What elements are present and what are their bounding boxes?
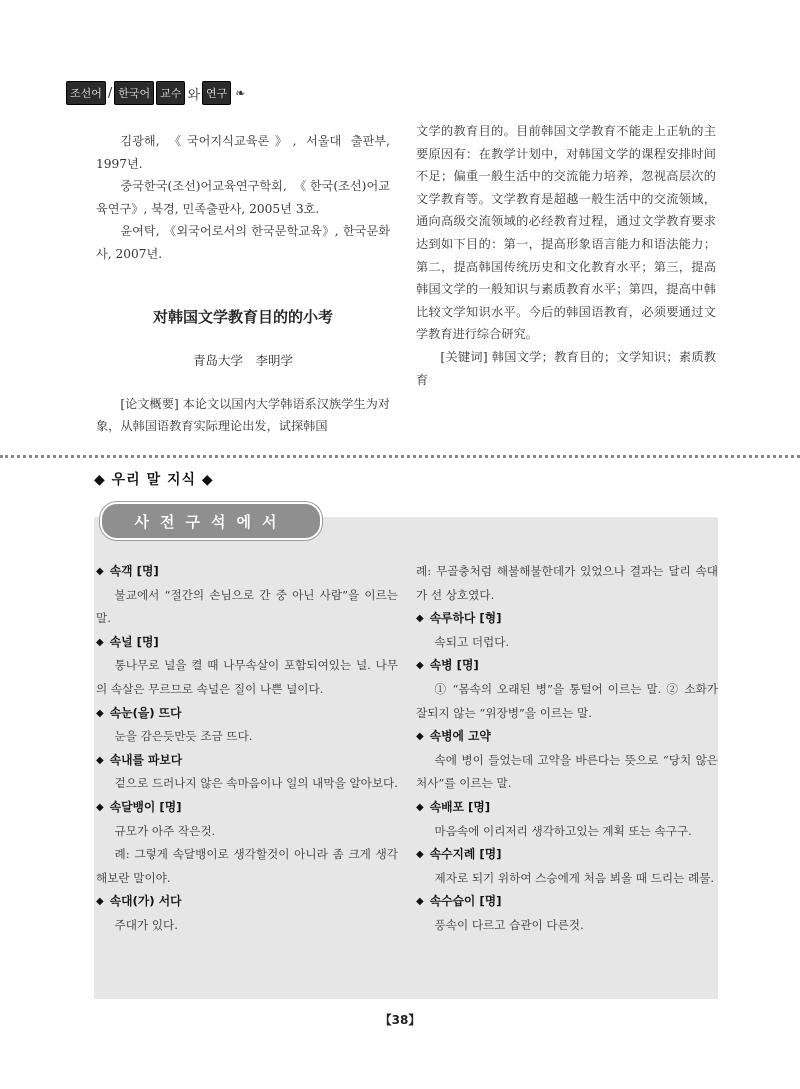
entry-headword — [96, 890, 398, 914]
reference-1: 김광해, 《국어지식교육론》, 서울대 출판부, 1997년. — [96, 134, 390, 171]
dictionary-entry — [96, 702, 398, 749]
right-column-top — [416, 120, 716, 391]
article-byline: 青岛大学 李明学 — [192, 353, 293, 369]
headword-text: 속수지례 [명] — [429, 847, 502, 862]
banner-chunk-1: 조선어 — [66, 81, 106, 105]
diamond-bullet-icon: ◆ — [416, 849, 424, 861]
reference-3: 윤여탁, 《외국어로서의 한국문학교육》, 한국문화사, 2007년. — [96, 224, 390, 261]
headword-text: 속루하다 [형] — [429, 611, 502, 626]
diamond-bullet-icon: ◆ — [416, 660, 424, 672]
entry-definition: 례: 무골충처럼 해불해불한데가 있었으나 결과는 달리 속대가 선 상호였다. — [416, 564, 718, 602]
journal-header-banner — [66, 80, 245, 106]
headword-text: 속수습이 [명] — [429, 894, 502, 909]
entry-definition: 마음속에 이리저리 생각하고있는 계획 또는 속구구. — [434, 823, 692, 838]
entry-definition: 통나무로 널을 켤 때 나무속살이 포함되여있는 널. 나무의 속살은 무르므로 속널은 질이 나쁜 널이다. — [96, 658, 398, 696]
diamond-bullet-icon: ◆ — [96, 636, 104, 648]
entry-definition: 주대가 있다. — [114, 917, 178, 932]
banner-separator-1: / — [107, 85, 113, 101]
page-number: 【38】 — [379, 1013, 421, 1027]
dictionary-title: 사전구석에서 — [100, 502, 322, 540]
diamond-bullet-icon: ◆ — [96, 896, 104, 908]
entry-headword — [416, 607, 718, 631]
entry-definition: 제자로 되기 위하여 스승에게 처음 뵈올 때 드리는 례물. — [434, 870, 715, 885]
diamond-bullet-icon: ◆ — [416, 896, 424, 908]
entry-headword — [96, 702, 398, 726]
dictionary-left-column — [96, 560, 398, 938]
diamond-bullet-icon: ◆ — [96, 754, 104, 766]
dictionary-right-column — [416, 560, 718, 938]
entry-definition: 례: 그렇게 속달뱅이로 생각할것이 아니라 좀 크게 생각해보란 말이야. — [96, 847, 398, 885]
entry-definition: 눈을 감은듯만듯 조금 뜨다. — [114, 729, 253, 744]
entry-definition: 불교에서 “절간의 손님으로 간 중 아닌 사람”을 이르는 말. — [96, 587, 398, 626]
diamond-bullet-icon: ◆ — [416, 613, 424, 625]
diamond-bullet-icon: ◆ — [96, 707, 104, 719]
dictionary-entry — [96, 796, 398, 890]
dictionary-entry — [416, 607, 718, 654]
headword-text: 속병에 고약 — [429, 729, 491, 744]
dictionary-entry — [416, 796, 718, 843]
entry-definition: 속에 병이 들었는데 고약을 바른다는 뜻으로 “당치 않은 처사”를 이르는 말. — [416, 752, 718, 791]
entry-definition: 겉으로 드러나지 않은 속마음이나 일의 내막을 알아보다. — [114, 776, 398, 791]
entry-definition: 규모가 아주 작은것. — [114, 823, 216, 838]
dictionary-entry — [416, 560, 718, 607]
entry-headword — [416, 843, 718, 867]
entry-definition: ① “몸속의 오래된 병”을 통털어 이르는 말. ② 소화가 잘되지 않는 “위장병”을 이르는 말. — [416, 681, 718, 720]
diamond-bullet-icon: ◆ — [416, 731, 424, 743]
abstract-continuation: 文学的教育目的。目前韩国文学教育不能走上正轨的主要原因有：在教学计划中，对韩国文学的课程安排时间不足；偏重一般生活中的交流能力培养，忽视高层次的文学教育等。文学教育是超越一般生活中的交流领域，通向高级交流领域的必经教育过程，通过文学教育要求达到如下目的：第一，提高形象语言能力和语法能力；第二，提高韩国传统历史和文化教育水平；第三，提高韩国文学的一般知识与素质教育水平；第四，提高中韩比较文学知识水平。今后的韩国语教育，必须要通过文学教育进行综合研究。 — [416, 124, 716, 342]
reference-2: 중국한국(조선)어교육연구학회, 《한국(조선)어교육연구》, 북경, 민족출판사, 2005년 3호. — [96, 179, 390, 216]
entry-headword — [96, 631, 398, 655]
entry-headword — [96, 749, 398, 773]
dictionary-entry — [96, 560, 398, 631]
dictionary-entry — [96, 631, 398, 702]
headword-text: 속배포 [명] — [429, 799, 491, 814]
entry-definition: 속되고 더럽다. — [434, 634, 510, 649]
entry-headword — [416, 654, 718, 678]
dictionary-entry — [416, 654, 718, 725]
headword-text: 속내를 파보다 — [109, 752, 183, 767]
headword-text: 속대(가) 서다 — [109, 894, 182, 909]
diamond-bullet-icon: ◆ — [96, 566, 104, 577]
diamond-bullet-icon: ◆ — [416, 801, 424, 813]
banner-chunk-4: 연구 — [202, 81, 231, 105]
headword-text: 속널 [명] — [109, 634, 159, 649]
dictionary-entry — [416, 725, 718, 796]
diamond-bullet-icon: ◆ — [96, 801, 104, 813]
dotted-divider — [0, 455, 800, 458]
entry-headword — [416, 725, 718, 749]
keywords: [关键词] 韩国文学；教育目的；文学知识；素质教育 — [416, 349, 716, 387]
entry-definition: 풍속이 다르고 습관이 다른것. — [434, 917, 584, 932]
headword-text: 속객 [명] — [109, 564, 159, 578]
banner-chunk-2: 한국어 — [114, 81, 154, 105]
left-column-top — [96, 130, 390, 438]
dictionary-entry — [416, 890, 718, 937]
dictionary-entry — [96, 890, 398, 937]
headword-text: 속달뱅이 [명] — [109, 799, 182, 814]
headword-text: 속병 [명] — [429, 658, 479, 673]
section-heading: ◆ 우리 말 지식 ◆ — [94, 472, 214, 488]
entry-headword — [416, 890, 718, 914]
banner-separator-3: 와 — [187, 87, 200, 103]
entry-headword — [416, 796, 718, 820]
banner-chunk-3: 교수 — [156, 81, 185, 105]
dictionary-entry — [96, 749, 398, 796]
headword-text: 속눈(을) 뜨다 — [109, 705, 182, 720]
flourish-icon: ❧ — [235, 86, 246, 100]
dictionary-entry — [416, 843, 718, 890]
entry-headword — [96, 560, 398, 584]
article-title: 对韩国文学教育目的的小考 — [152, 307, 333, 326]
abstract-start: [论文概要] 本论文以国内大学韩语系汉族学生为对象，从韩国语教育实际理论出发，试探韩国 — [96, 396, 390, 434]
entry-headword — [96, 796, 398, 820]
